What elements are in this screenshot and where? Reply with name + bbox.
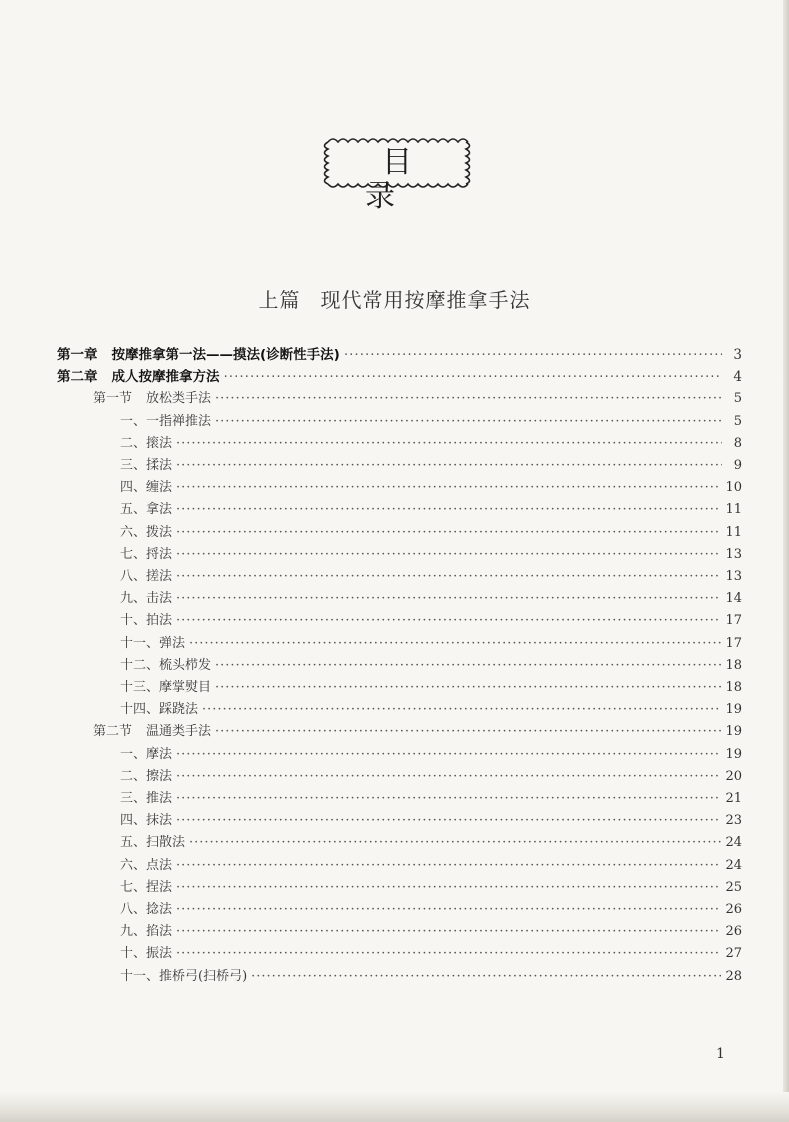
toc-page-number: 24: [725, 857, 742, 873]
toc-page-number: 20: [725, 768, 742, 784]
toc-item-row[interactable]: [120, 699, 742, 721]
dot-leader: [176, 744, 721, 766]
toc-page-number: 10: [725, 480, 742, 496]
toc-entry-text: 十、拍法: [120, 613, 173, 629]
toc-section-row[interactable]: [93, 721, 742, 743]
toc-page-number: 8: [733, 435, 742, 451]
toc-page-number: 5: [733, 391, 742, 407]
toc-entry-text: 五、拿法: [120, 502, 173, 518]
toc-entry-text: 七、捋法: [120, 546, 173, 562]
toc-entry-text: 六、拨法: [120, 524, 173, 540]
dot-leader: [176, 566, 721, 588]
toc-entry-number: 第一章: [57, 347, 98, 363]
title-char-1: 目: [382, 145, 446, 180]
toc-item-row[interactable]: [120, 588, 742, 610]
toc-item-row[interactable]: [120, 744, 742, 766]
toc-item-row[interactable]: [120, 411, 742, 433]
toc-entry-label: [120, 522, 172, 544]
dot-leader: [215, 721, 721, 743]
toc-entry-text: 二、擦法: [120, 768, 173, 784]
toc-entry-label: [120, 744, 172, 766]
toc-page-number: 11: [725, 524, 742, 540]
page-title: [318, 146, 476, 214]
toc-entry-text: 九、击法: [120, 591, 173, 607]
toc-page-number: 18: [725, 680, 742, 695]
scan-edge-bottom: [0, 1092, 789, 1122]
toc-chapter-row[interactable]: [57, 344, 742, 366]
toc-entry-text: 十一、弹法: [120, 635, 186, 651]
toc-chapter-row[interactable]: [57, 366, 742, 388]
toc-entry-text: 十三、摩掌熨目: [120, 680, 212, 695]
dot-leader: [189, 633, 721, 655]
dot-leader: [176, 499, 721, 521]
toc-page-number: 24: [725, 835, 742, 851]
toc-entry-text: 温通类手法: [146, 724, 212, 740]
toc-entry-label: [57, 366, 220, 388]
toc-page-number: 17: [725, 613, 742, 629]
toc-entry-text: 三、揉法: [120, 458, 173, 473]
dot-leader: [176, 899, 721, 921]
toc-entry-text: 二、㨰法: [120, 435, 173, 451]
dot-leader: [189, 832, 721, 854]
toc-entry-label: [93, 721, 211, 743]
toc-page-number: 5: [733, 413, 742, 429]
dot-leader: [176, 877, 721, 899]
dot-leader: [176, 477, 721, 499]
toc-page-number: 19: [725, 702, 742, 718]
toc-item-row[interactable]: [120, 788, 742, 810]
toc-item-row[interactable]: [120, 566, 742, 588]
toc-item-row[interactable]: [120, 677, 742, 699]
toc-page-number: 21: [725, 791, 742, 806]
toc-page-number: 14: [725, 591, 742, 607]
toc-entry-label: [120, 877, 172, 899]
toc-item-row[interactable]: [120, 610, 742, 632]
toc-item-row[interactable]: [120, 433, 742, 455]
toc-entry-label: [120, 588, 172, 610]
toc-item-row[interactable]: [120, 943, 742, 965]
dot-leader: [224, 366, 723, 388]
toc-entry-label: [120, 810, 172, 832]
toc-entry-text: 八、捻法: [120, 902, 173, 917]
dot-leader: [176, 943, 721, 965]
toc-section-row[interactable]: [93, 388, 742, 410]
dot-leader: [176, 788, 721, 810]
toc-page-number: 18: [725, 657, 742, 673]
toc-entry-label: [120, 699, 198, 721]
toc-entry-text: 成人按摩推拿方法: [111, 369, 220, 386]
toc-item-row[interactable]: [120, 655, 742, 677]
toc-item-row[interactable]: [120, 477, 742, 499]
dot-leader: [176, 610, 721, 632]
part-heading: [0, 284, 789, 313]
toc-entry-label: [120, 633, 185, 655]
toc-entry-label: [120, 855, 172, 877]
toc-entry-label: [120, 966, 247, 988]
toc-entry-label: [57, 344, 340, 366]
part-prefix: 上篇: [258, 288, 301, 312]
toc-item-row[interactable]: [120, 455, 742, 477]
toc-entry-label: [120, 411, 211, 433]
toc-item-row[interactable]: [120, 966, 742, 988]
toc-entry-label: [120, 544, 172, 566]
toc-page-number: 19: [725, 746, 742, 762]
dot-leader: [176, 766, 721, 788]
toc-entry-label: [120, 832, 185, 854]
toc-page-number: 26: [725, 924, 742, 940]
toc-entry-text: 七、捏法: [120, 879, 173, 895]
toc-page-number: 13: [725, 569, 742, 584]
toc-entry-label: [120, 477, 172, 499]
toc-entry-label: [120, 610, 172, 632]
toc-entry-text: 九、掐法: [120, 924, 173, 940]
dot-leader: [344, 344, 722, 366]
toc-entry-number: 第二节: [93, 724, 133, 740]
toc-page-number: 27: [725, 946, 742, 962]
toc-entry-text: 八、搓法: [120, 569, 173, 584]
dot-leader: [215, 677, 721, 699]
toc-entry-label: [120, 943, 172, 965]
toc-entry-text: 十、振法: [120, 946, 173, 962]
toc-page-number: 26: [725, 902, 742, 917]
toc-entry-text: 六、点法: [120, 857, 173, 873]
toc-entry-label: [120, 433, 172, 455]
toc-item-row[interactable]: [120, 810, 742, 832]
toc-page-number: 17: [725, 635, 742, 651]
toc-entry-text: 三、推法: [120, 791, 173, 806]
toc-page-number: 3: [733, 347, 742, 363]
dot-leader: [176, 921, 721, 943]
toc-entry-label: [120, 499, 172, 521]
dot-leader: [176, 522, 721, 544]
toc-entry-label: [120, 677, 211, 699]
dot-leader: [176, 544, 721, 566]
toc-entry-text: 四、缠法: [120, 480, 173, 496]
toc-item-row[interactable]: [120, 633, 742, 655]
dot-leader: [215, 411, 722, 433]
toc-entry-text: 五、扫散法: [120, 835, 186, 851]
toc-item-row[interactable]: [120, 832, 742, 854]
toc-entry-text: 一、一指禅推法: [120, 413, 212, 429]
dot-leader: [176, 810, 721, 832]
toc-entry-text: 十一、推桥弓(扫桥弓): [120, 968, 248, 984]
toc-entry-text: 四、抹法: [120, 813, 173, 829]
dot-leader: [176, 588, 721, 610]
toc-page-number: 4: [733, 369, 742, 386]
toc-entry-number: 第二章: [57, 369, 98, 386]
toc-entry-number: 第一节: [93, 391, 133, 407]
dot-leader: [176, 455, 722, 477]
page-number: 1: [716, 1046, 725, 1062]
dot-leader: [176, 855, 721, 877]
toc-entry-label: [120, 899, 172, 921]
toc-entry-label: [120, 566, 172, 588]
dot-leader: [215, 655, 721, 677]
toc-entry-label: [120, 766, 172, 788]
toc-entry-text: 放松类手法: [146, 391, 212, 407]
toc-page-number: 11: [725, 502, 742, 518]
toc-entry-text: 一、摩法: [120, 746, 173, 762]
toc-item-row[interactable]: [120, 921, 742, 943]
part-name: 现代常用按摩推拿手法: [320, 288, 531, 312]
toc-entry-label: [120, 788, 172, 810]
toc-page-number: 25: [725, 879, 742, 895]
dot-leader: [215, 388, 722, 410]
toc-title-frame: [318, 134, 476, 214]
toc-entry-label: [120, 655, 211, 677]
dot-leader: [176, 433, 722, 455]
toc-page-number: 23: [725, 813, 742, 829]
toc-item-row[interactable]: [120, 544, 742, 566]
toc-page-number: 9: [733, 458, 742, 473]
dot-leader: [202, 699, 721, 721]
toc-page-number: 28: [725, 968, 742, 984]
toc-entry-label: [93, 388, 211, 410]
toc-page-number: 13: [725, 546, 742, 562]
toc-entry-text: 十四、踩跷法: [120, 702, 199, 718]
toc-entry-text: 按摩推拿第一法——摸法(诊断性手法): [111, 347, 340, 363]
toc-item-row[interactable]: [120, 855, 742, 877]
toc-page-number: 19: [725, 724, 742, 740]
scan-edge-right: [783, 0, 789, 1122]
dot-leader: [251, 966, 721, 988]
toc-entry-label: [120, 921, 172, 943]
toc-entry-text: 十二、梳头栉发: [120, 657, 212, 673]
toc-item-row[interactable]: [120, 766, 742, 788]
toc-item-row[interactable]: [120, 899, 742, 921]
toc-entry-label: [120, 455, 172, 477]
toc-item-row[interactable]: [120, 522, 742, 544]
toc-item-row[interactable]: [120, 877, 742, 899]
toc-item-row[interactable]: [120, 499, 742, 521]
title-char-2: 录: [365, 179, 429, 214]
